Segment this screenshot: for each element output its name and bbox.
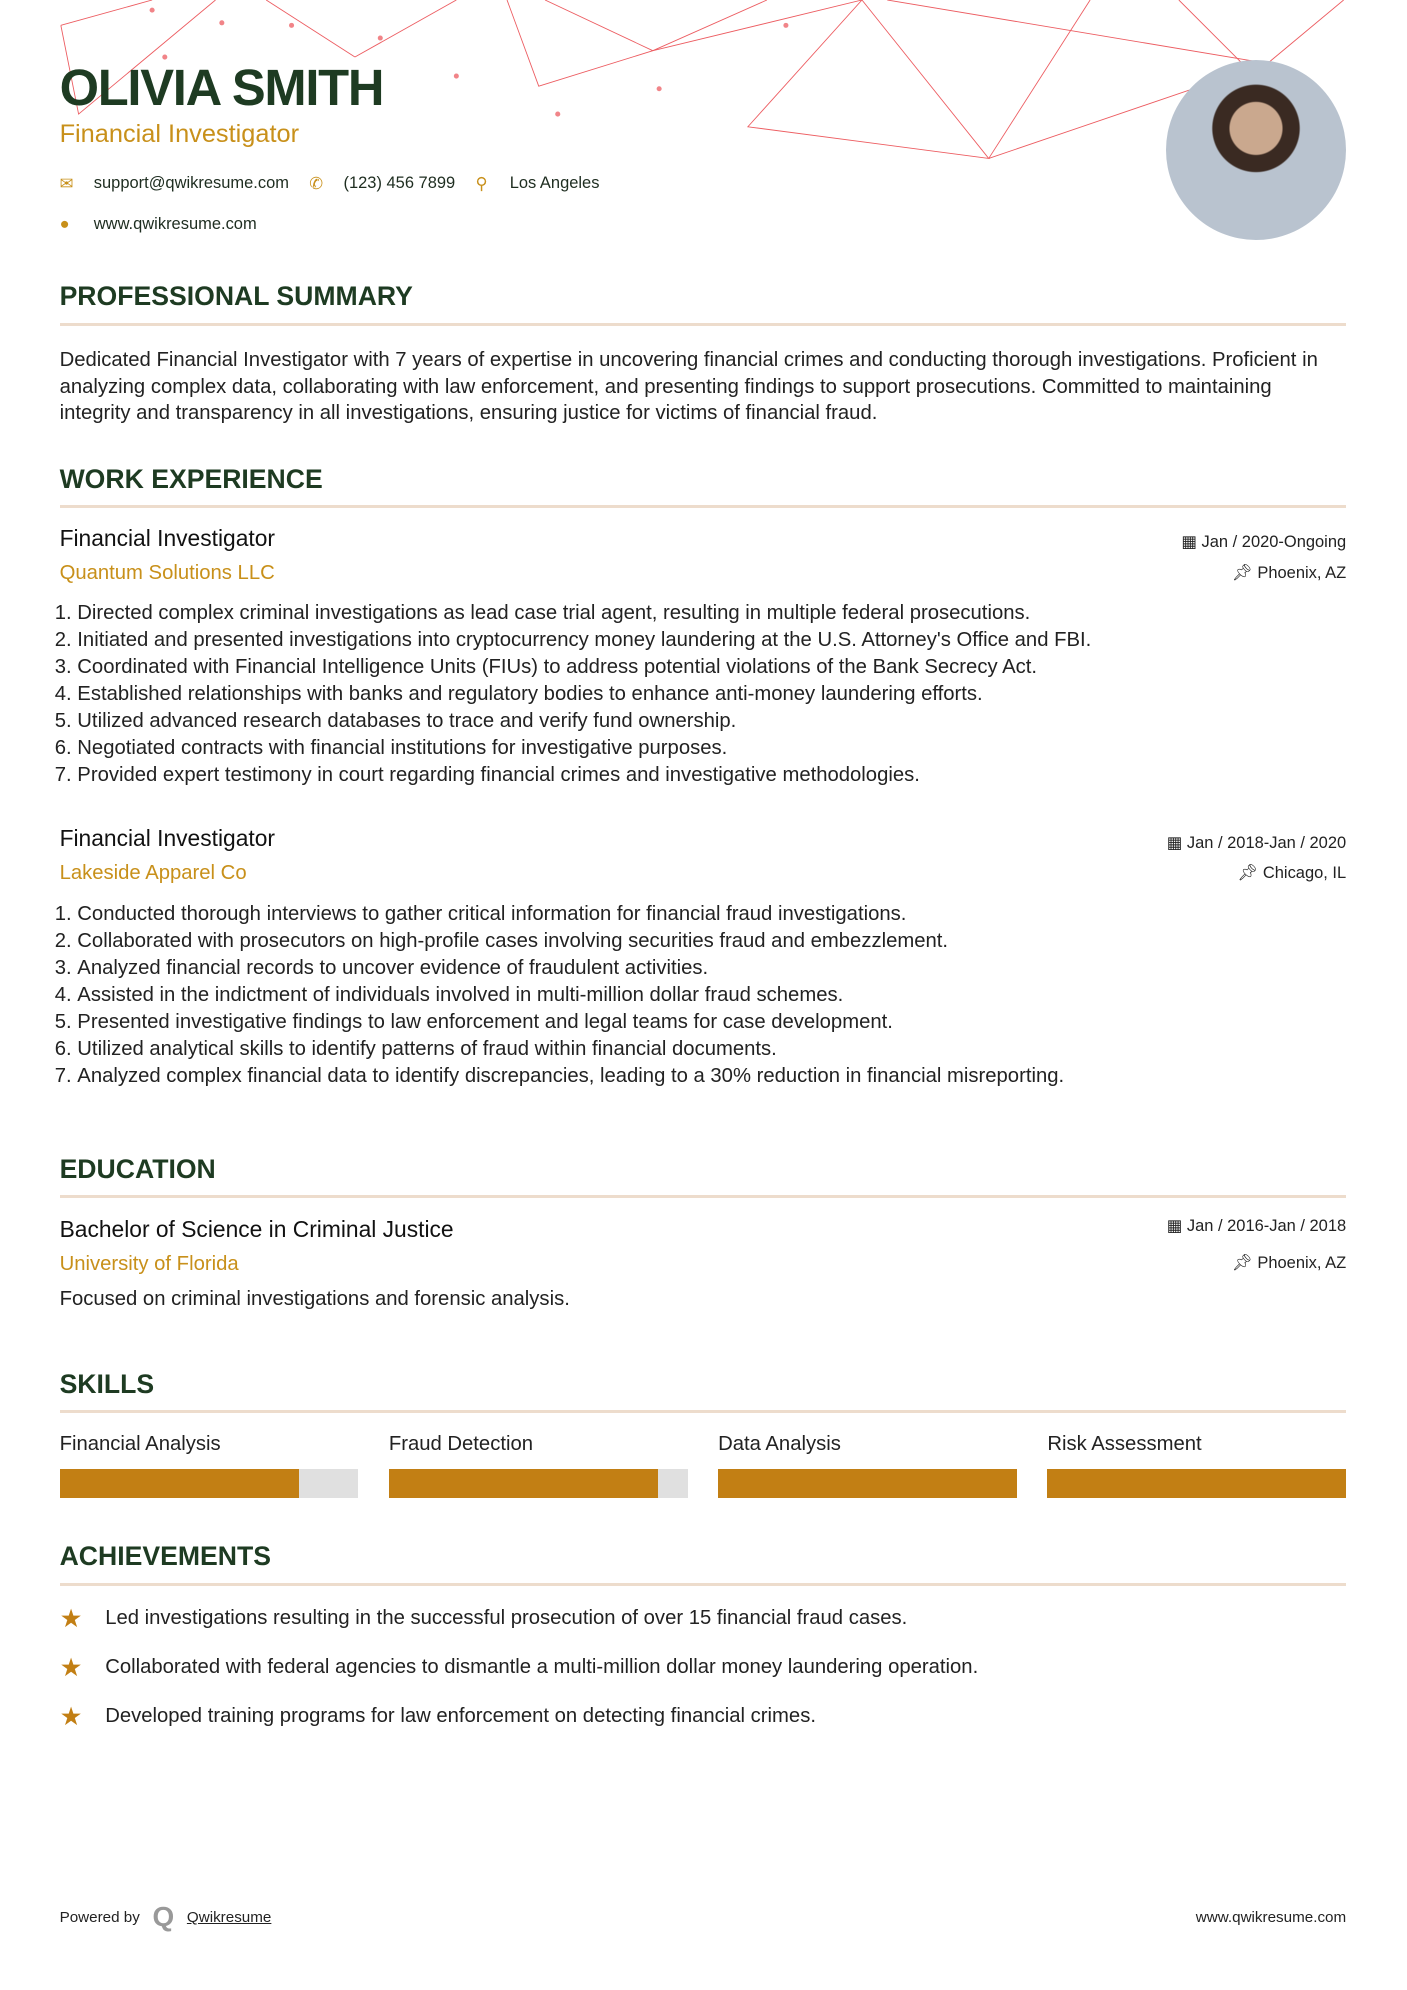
edu-location: Phoenix, AZ bbox=[1257, 1253, 1347, 1272]
skill-bar-fill bbox=[389, 1469, 658, 1498]
profile-photo bbox=[1166, 60, 1346, 240]
edu-description: Focused on criminal investigations and forensic analysis. bbox=[59, 1287, 570, 1310]
pin-icon: 📌︎ bbox=[1237, 864, 1263, 883]
duty: 6. Negotiated contracts with financial institutions for investigative purposes. bbox=[77, 735, 1346, 762]
job-dates: Jan / 2018-Jan / 2020 bbox=[1186, 833, 1347, 852]
duty: 1. Directed complex criminal investigations as lead case trial agent, resulting in multiple federal prosecutions. bbox=[77, 600, 1346, 627]
duty: 1. Conducted thorough interviews to gather critical information for financial fraud investigations. bbox=[77, 901, 1346, 928]
candidate-title: Financial Investigator bbox=[59, 120, 300, 149]
powered-by-label: Powered by bbox=[59, 1908, 140, 1926]
skill-bar bbox=[718, 1469, 1017, 1498]
globe-icon: ● bbox=[59, 215, 70, 234]
pin-icon: 📌︎ bbox=[1231, 1253, 1258, 1272]
email-link[interactable]: support@qwikresume.com bbox=[93, 174, 289, 193]
achievement-text: Developed training programs for law enforcement on detecting financial crimes. bbox=[105, 1704, 816, 1727]
education-entry bbox=[60, 1216, 1347, 1313]
candidate-name: OLIVIA SMITH bbox=[59, 59, 384, 117]
section-heading: WORK EXPERIENCE bbox=[60, 464, 1347, 508]
company-name: Quantum Solutions LLC bbox=[59, 561, 275, 584]
skill-item bbox=[718, 1433, 1017, 1498]
achievement-item bbox=[60, 1603, 1347, 1634]
job-entry bbox=[60, 525, 1347, 789]
job-entry bbox=[60, 825, 1347, 1089]
job-title: Financial Investigator bbox=[59, 825, 275, 852]
footer bbox=[60, 1901, 1347, 1933]
duty: 7. Provided expert testimony in court regarding financial crimes and investigative methodologies. bbox=[77, 762, 1346, 789]
website-link[interactable]: www.qwikresume.com bbox=[93, 215, 257, 234]
brand-link[interactable]: Qwikresume bbox=[186, 1908, 272, 1926]
contact-row bbox=[60, 174, 620, 194]
experience-section bbox=[60, 464, 1347, 508]
qwikresume-logo-icon: Q bbox=[152, 1901, 175, 1933]
section-heading: PROFESSIONAL SUMMARY bbox=[60, 281, 1347, 325]
duty: 3. Coordinated with Financial Intelligence Units (FIUs) to address potential violations of the Bank Secrecy Act. bbox=[77, 654, 1346, 681]
achievements-section bbox=[60, 1541, 1347, 1731]
section-heading: EDUCATION bbox=[60, 1154, 1347, 1198]
location-text: Los Angeles bbox=[509, 174, 600, 193]
skill-bar-fill bbox=[1047, 1469, 1346, 1498]
education-section bbox=[60, 1154, 1347, 1198]
duty: 5. Presented investigative findings to law enforcement and legal teams for case development. bbox=[77, 1009, 1346, 1036]
envelope-icon: ✉ bbox=[59, 174, 74, 193]
job-duties bbox=[60, 901, 1347, 1090]
skill-item bbox=[1047, 1433, 1346, 1498]
company-name: Lakeside Apparel Co bbox=[59, 862, 247, 885]
phone-text: (123) 456 7899 bbox=[343, 174, 456, 193]
phone-icon: ✆ bbox=[309, 174, 324, 193]
duty: 7. Analyzed complex financial data to identify discrepancies, leading to a 30% reduction in financial misreporting. bbox=[77, 1063, 1346, 1090]
duty: 6. Utilized analytical skills to identify patterns of fraud within financial documents. bbox=[77, 1036, 1346, 1063]
skill-name: Fraud Detection bbox=[388, 1433, 534, 1456]
pin-icon: 📌︎ bbox=[1231, 564, 1258, 583]
skill-item bbox=[60, 1433, 359, 1498]
achievement-item bbox=[60, 1701, 1347, 1732]
section-heading: SKILLS bbox=[60, 1369, 1347, 1413]
skill-bar bbox=[1047, 1469, 1346, 1498]
calendar-icon: ▦ bbox=[1166, 1216, 1187, 1235]
duty: 2. Initiated and presented investigations into cryptocurrency money laundering at the U.S. Attorney's Office and FBI. bbox=[77, 627, 1346, 654]
skill-name: Risk Assessment bbox=[1047, 1433, 1202, 1456]
calendar-icon: ▦ bbox=[1166, 833, 1187, 852]
skill-bar bbox=[60, 1469, 359, 1498]
skill-bar-fill bbox=[60, 1469, 299, 1498]
job-location: Chicago, IL bbox=[1262, 864, 1347, 883]
skill-item bbox=[389, 1433, 688, 1498]
location-pin-icon: ⚲ bbox=[475, 174, 488, 193]
skill-name: Data Analysis bbox=[718, 1433, 841, 1456]
duty: 4. Established relationships with banks and regulatory bodies to enhance anti-money laundering efforts. bbox=[77, 681, 1346, 708]
star-icon: ★ bbox=[59, 1702, 83, 1731]
school-name: University of Florida bbox=[59, 1252, 239, 1275]
duty: 4. Assisted in the indictment of individuals involved in multi-million dollar fraud schemes. bbox=[77, 982, 1346, 1009]
job-dates: Jan / 2020-Ongoing bbox=[1201, 533, 1347, 552]
website-row bbox=[60, 215, 257, 234]
calendar-icon: ▦ bbox=[1181, 533, 1202, 552]
edu-dates: Jan / 2016-Jan / 2018 bbox=[1186, 1216, 1347, 1235]
star-icon: ★ bbox=[59, 1605, 83, 1634]
achievement-item bbox=[60, 1652, 1347, 1683]
job-duties bbox=[60, 600, 1347, 789]
footer-website[interactable]: www.qwikresume.com bbox=[1195, 1908, 1347, 1926]
duty: 3. Analyzed financial records to uncover evidence of fraudulent activities. bbox=[77, 955, 1346, 982]
summary-section bbox=[60, 281, 1347, 427]
skill-name: Financial Analysis bbox=[59, 1433, 221, 1456]
star-icon: ★ bbox=[59, 1654, 83, 1682]
achievement-text: Led investigations resulting in the successful prosecution of over 15 financial fraud cases. bbox=[105, 1607, 908, 1630]
job-location: Phoenix, AZ bbox=[1257, 564, 1347, 583]
skill-bar-fill bbox=[718, 1469, 1017, 1498]
skill-bar bbox=[389, 1469, 688, 1498]
skills-section bbox=[60, 1369, 1347, 1498]
duty: 5. Utilized advanced research databases to trace and verify fund ownership. bbox=[77, 708, 1346, 735]
achievement-text: Collaborated with federal agencies to dismantle a multi-million dollar money laundering operation. bbox=[105, 1656, 979, 1678]
section-heading: ACHIEVEMENTS bbox=[60, 1541, 1347, 1585]
degree: Bachelor of Science in Criminal Justice bbox=[59, 1215, 454, 1242]
job-title: Financial Investigator bbox=[59, 524, 275, 551]
summary-text: Dedicated Financial Investigator with 7 years of expertise in uncovering financial crimes and conducting thorough investigations. Proficient in analyzing complex data, collaborating with law enforcement, and presenting findings to support prosecutions. Committed to maintaining integrity and transparency in all investigations, ensuring justice for victims of financial fraud. bbox=[59, 349, 1318, 425]
duty: 2. Collaborated with prosecutors on high-profile cases involving securities fraud and embezzlement. bbox=[77, 928, 1346, 955]
